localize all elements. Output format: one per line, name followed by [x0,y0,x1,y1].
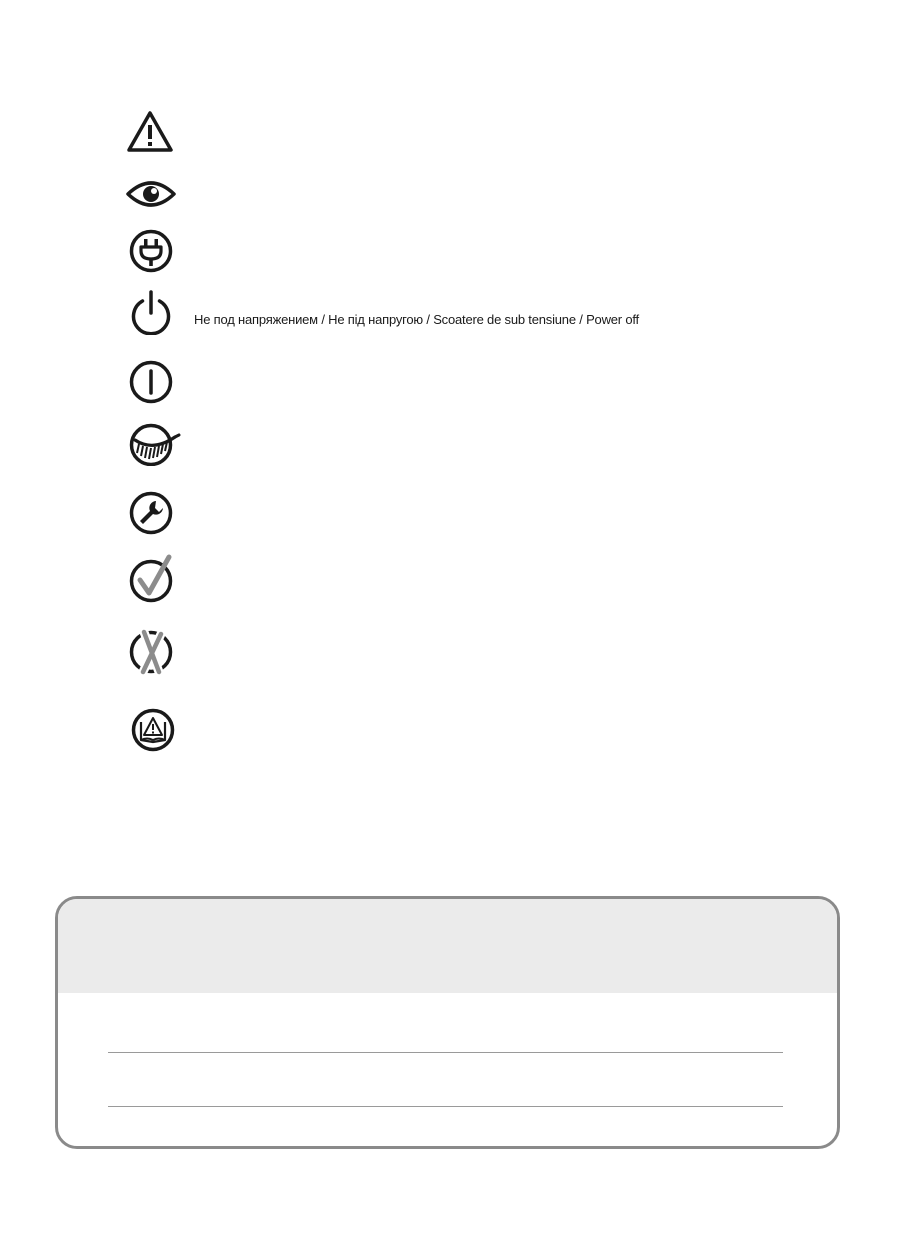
check-icon [129,553,175,603]
manual-warning-icon [131,708,175,752]
warning-triangle-icon [126,110,174,153]
cross-icon [129,626,175,676]
info-box-line-1 [108,1052,783,1053]
info-box-header [58,899,837,993]
info-box [55,896,840,1149]
power-off-label: Не под напряжением / Не під напругою / Scoatere de sub tensiune / Power off [194,312,639,327]
brush-icon [129,422,181,466]
plug-icon [129,229,173,273]
wrench-icon [129,491,173,535]
power-icon [129,289,173,335]
info-box-line-2 [108,1106,783,1107]
power-on-icon [129,360,173,404]
eye-icon [126,178,176,210]
